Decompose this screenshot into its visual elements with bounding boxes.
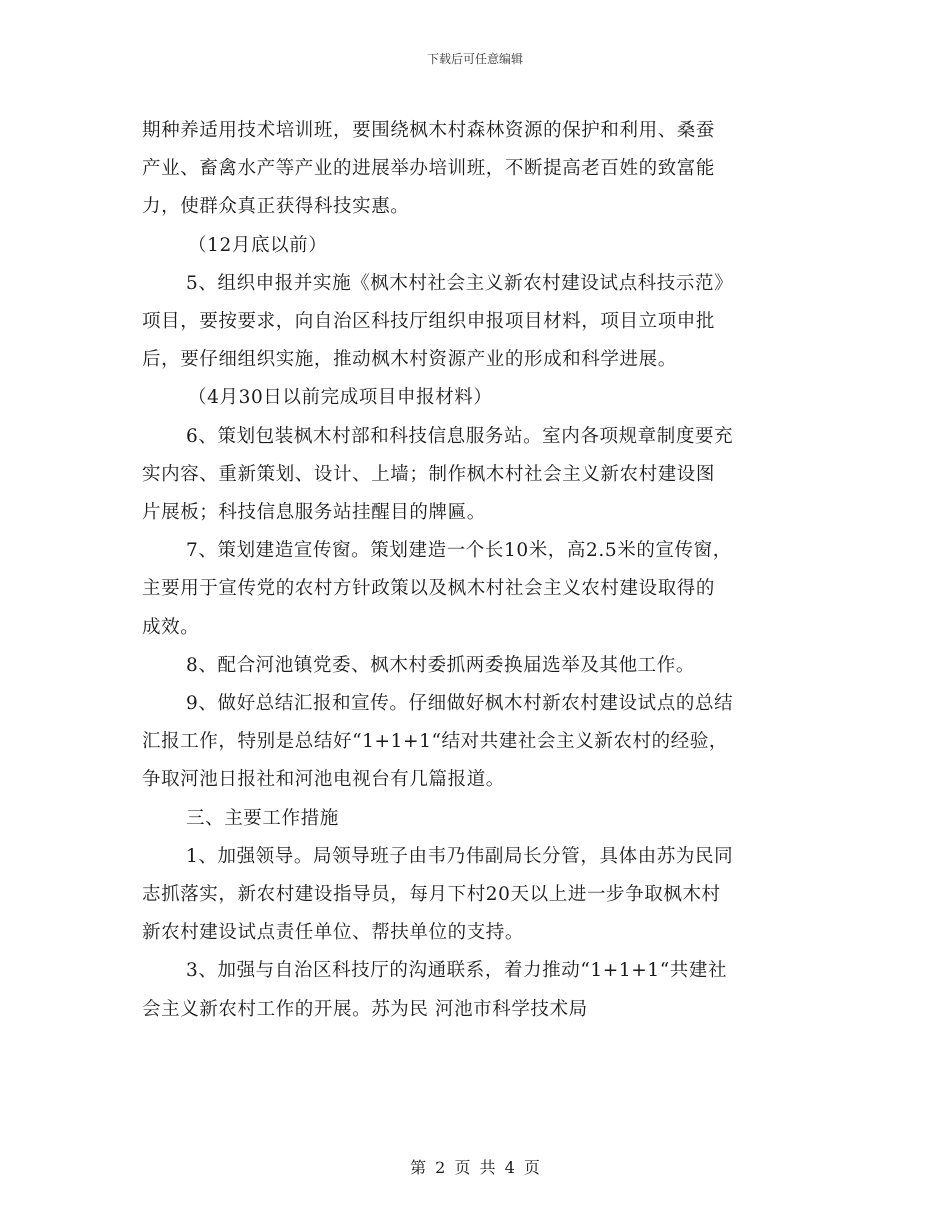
paragraph-line: 5、组织申报并实施《枫木村社会主义新农村建设试点科技示范》 — [186, 272, 734, 294]
paragraph-line: 6、策划包装枫木村部和科技信息服务站。室内各项规章制度要充 — [186, 425, 734, 447]
paragraph-line: 产业、畜禽水产等产业的进展举办培训班，不断提高老百姓的致富能 — [142, 158, 716, 180]
paragraph-line: 期种养适用技术培训班，要围绕枫木村森林资源的保护和利用、桑蚕 — [142, 120, 716, 141]
paragraph-line: 主要用于宣传党的农村方针政策以及枫木村社会主义农村建设取得的 — [142, 578, 716, 600]
paragraph-line: 后，要仔细组织实施，推动枫木村资源产业的形成和科学进展。 — [142, 349, 677, 371]
paragraph-line: （12月底以前） — [188, 234, 328, 256]
section-heading: 三、主要工作措施 — [186, 807, 339, 829]
paragraph-line: 项目，要按要求，向自治区科技厅组织申报项目材料，项目立项申批 — [142, 311, 716, 333]
paragraph-line: 8、配合河池镇党委、枫木村委抓两委换届选举及其他工作。 — [186, 654, 695, 676]
page-header: 下载后可任意编辑 — [426, 52, 523, 66]
paragraph-line: 力，使群众真正获得科技实惠。 — [142, 196, 410, 218]
paragraph-line: 实内容、重新策划、设计、上墙；制作枫木村社会主义新农村建设图 — [142, 463, 716, 485]
paragraph-line: 争取河池日报社和河池电视台有几篇报道。 — [142, 769, 505, 791]
paragraph-line: 会主义新农村工作的开展。苏为民 河池市科学技术局 — [142, 998, 588, 1020]
paragraph-line: 1、加强领导。局领导班子由韦乃伟副局长分管，具体由苏为民同 — [186, 845, 734, 867]
paragraph-line: 成效。 — [142, 616, 200, 638]
paragraph-line: 新农村建设试点责任单位、帮扶单位的支持。 — [142, 922, 525, 944]
paragraph-line: （4月30日以前完成项目申报材料） — [188, 387, 493, 409]
paragraph-line: 志抓落实，新农村建设指导员，每月下村20天以上进一步争取枫木村 — [142, 884, 721, 906]
paragraph-line: 汇报工作，特别是总结好“1+1+1“结对共建社会主义新农村的经验， — [142, 731, 729, 753]
page-footer: 第 2 页 共 4 页 — [410, 1158, 540, 1177]
paragraph-line: 9、做好总结汇报和宣传。仔细做好枫木村新农村建设试点的总结 — [186, 693, 734, 715]
paragraph-line: 7、策划建造宣传窗。策划建造一个长10米，高2.5米的宣传窗， — [186, 540, 732, 562]
document-body — [142, 112, 808, 1029]
paragraph-line: 片展板；科技信息服务站挂醒目的牌匾。 — [142, 502, 486, 524]
paragraph-line: 3、加强与自治区科技厅的沟通联系，着力推动“1+1+1“共建社 — [186, 960, 728, 982]
